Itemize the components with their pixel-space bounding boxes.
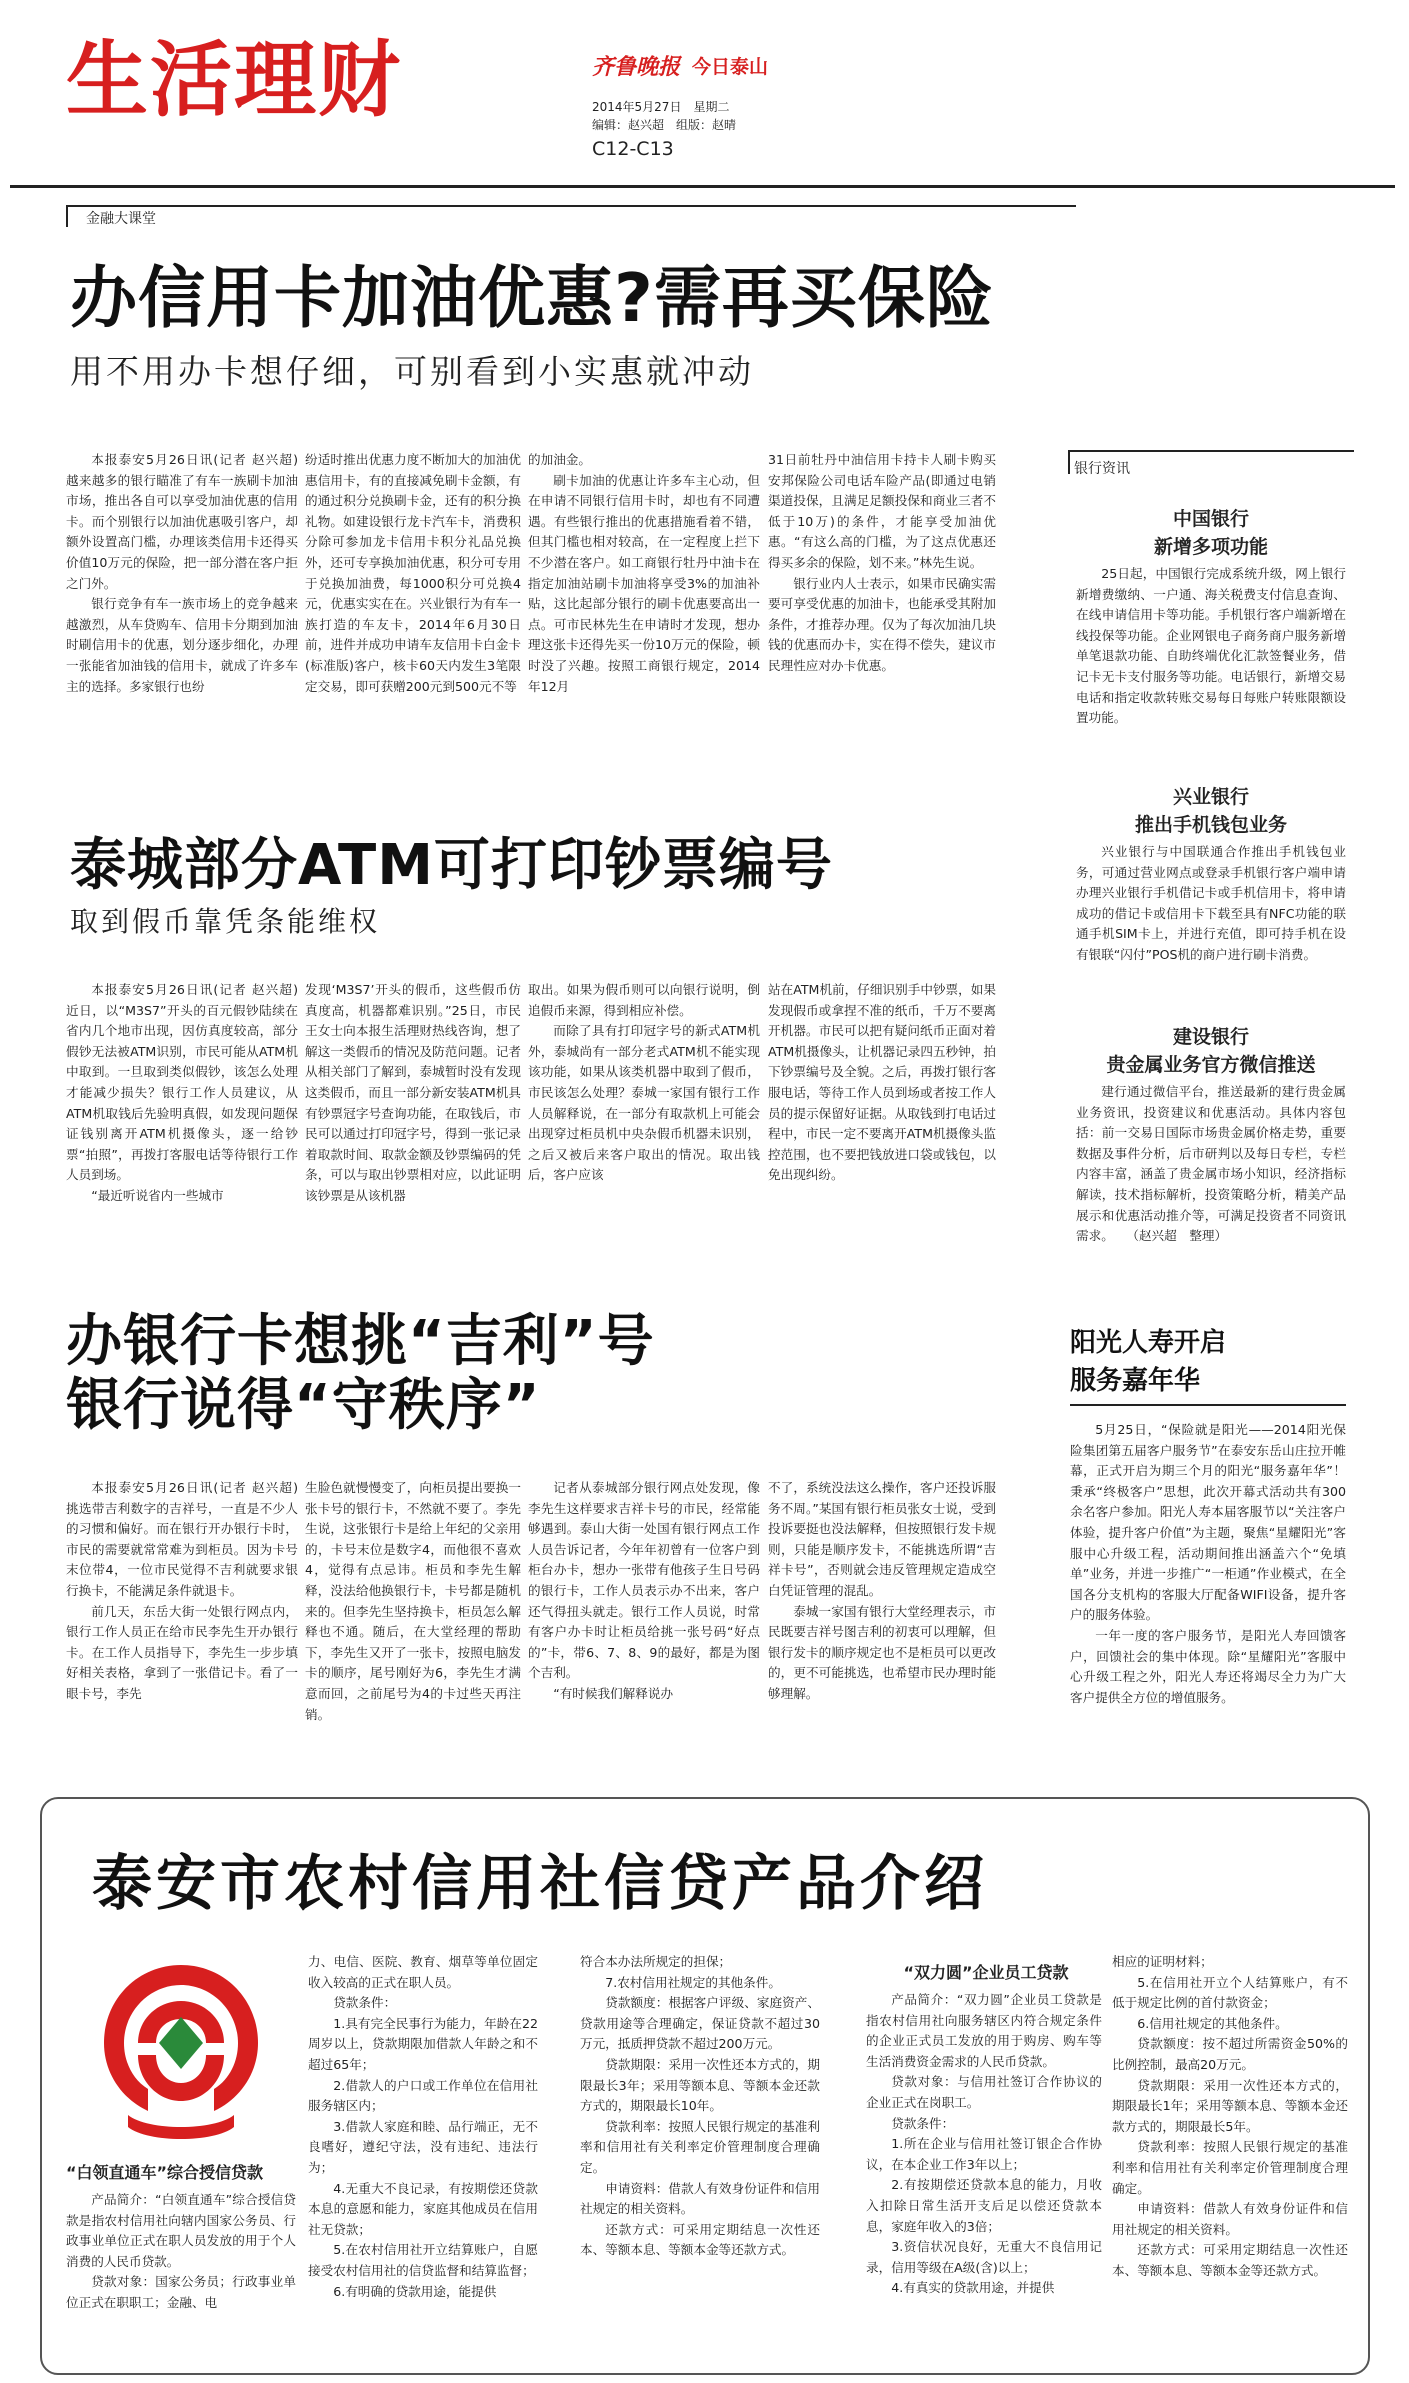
paragraph: 贷款对象：国家公务员；行政事业单位正式在职职工；金融、电 xyxy=(66,2274,296,2310)
sidebar-item-subtitle: 新增多项功能 xyxy=(1153,536,1268,558)
sidebar-item-subtitle: 推出手机钱包业务 xyxy=(1134,814,1287,836)
paragraph: 1.所在企业与信用社签订银企合作协议，在本企业工作3年以上； xyxy=(866,2136,1102,2172)
bottom-col2 xyxy=(308,1952,538,2370)
paragraph: 发现‘M3S7’开头的假币，这些假币仿真度高，机器都难识别。”25日，市民王女士向本报生活理财热线咨询，想了解这一类假币的情况及防范问题。记者从相关部门了解到，泰城暂时没有发现这类假币，而且一部分新安装ATM机具有钞票冠字号查询功能，在取钱后，市民可以通过打印冠字号，得到一张记录着取款时间、取款金额及钞票编码的凭条，可以与取出钞票相对应，以此证明该钞票是从该机器 xyxy=(305,982,521,1203)
ad-title: 阳光人寿开启 xyxy=(1070,1328,1227,1358)
sidebar-item-title: 中国银行 xyxy=(1172,508,1249,530)
paragraph: 申请资料：借款人有效身份证件和信用社规定的相关资料。 xyxy=(1112,2201,1348,2237)
article2-title: 泰城部分ATM可打印钞票编号 xyxy=(70,833,833,898)
paragraph: 贷款额度：按不超过所需资金50%的比例控制，最高20万元。 xyxy=(1112,2036,1348,2072)
paragraph: 3.借款人家庭和睦、品行端正，无不良嗜好，遵纪守法，没有违纪、违法行为； xyxy=(308,2118,538,2175)
paragraph: 6.信用社规定的其他条件。 xyxy=(1137,2015,1288,2031)
credit-coop-logo xyxy=(78,1955,284,2145)
sidebar-tag: 银行资讯 xyxy=(1074,461,1130,477)
article2-subtitle: 取到假币靠凭条能维权 xyxy=(70,905,381,938)
article2-col4 xyxy=(768,980,996,1316)
bottom-col1 xyxy=(66,2190,296,2368)
paragraph: 2.有按期偿还贷款本息的能力，月收入扣除日常生活开支后足以偿还贷款本息，家庭年收入的3倍； xyxy=(866,2177,1102,2234)
paragraph: 贷款条件： xyxy=(333,1995,397,2011)
article3-col1 xyxy=(66,1478,298,1778)
paragraph: 3.资信状况良好，无重大不良信用记录，信用等级在A级(含)以上； xyxy=(866,2239,1102,2275)
page-range: C12-C13 xyxy=(592,138,674,160)
article2-col3 xyxy=(528,980,760,1316)
paragraph: 一年一度的客户服务节，是阳光人寿回馈客户，回馈社会的集中体现。除“星耀阳光”客服中心升级工程之外，阳光人寿还将竭尽全力为广大客户提供全方位的增值服务。 xyxy=(1070,1627,1346,1705)
paragraph: 贷款期限：采用一次性还本方式的，期限最长1年；采用等额本息、等额本金还款方式的，期限最长5年。 xyxy=(1112,2077,1348,2134)
paragraph: 4.无重大不良记录，有按期偿还贷款本息的意愿和能力，家庭其他成员在信用社无贷款； xyxy=(308,2180,538,2237)
paragraph: 银行业内人士表示，如果市民确实需要可享受优惠的加油卡，也能承受其附加条件，才推荐办理。仅为了每次加油几块钱的优惠而办卡，实在得不偿失，建议市民理性应对办卡优惠。 xyxy=(768,575,996,673)
paragraph: 站在ATM机前，仔细识别手中钞票，如果发现假币或拿捏不准的纸币，千万不要离开机器。市民可以把有疑问纸币正面对着ATM机摄像头，让机器记录四五秒钟，拍下钞票编号及全貌。之后，再拨打银行客服电话，等待工作人员到场或者按工作人员的提示保留好证据。从取钱到打电话过程中，市民一定不要离开ATM机摄像头监控范围，也不要把钱放进口袋或钱包，以免出现纠纷。 xyxy=(768,982,996,1183)
paragraph: 前几天，东岳大街一处银行网点内，银行工作人员正在给市民李先生开办银行卡。在工作人员指导下，李先生一步步填好相关表格，拿到了一张借记卡。看了一眼卡号，李先 xyxy=(66,1603,298,1701)
paragraph: 生脸色就慢慢变了，向柜员提出要换一张卡号的银行卡，不然就不要了。李先生说，这张银行卡是给上年纪的父亲用的，卡号末位是数字4，而他很不喜欢4，觉得有点忌讳。柜员和李先生解释，没法给他换银行卡，卡号都是随机来的。但李先生坚持换卡，柜员怎么解释也不通。随后，在大堂经理的帮助下，李先生又开了一张卡，按照电脑发卡的顺序，尾号刚好为6，李先生才满意而回，之前尾号为4的卡过些天再注销。 xyxy=(305,1480,521,1722)
sidebar-item-title: 兴业银行 xyxy=(1172,786,1249,808)
paragraph: 贷款期限：采用一次性还本方式的，期限最长3年；采用等额本息、等额本金还款方式的，期限最长10年。 xyxy=(580,2056,820,2114)
column-tag: 金融大课堂 xyxy=(86,211,156,227)
paper-name: 齐鲁晚报 xyxy=(592,54,681,80)
editors-line: 编辑：赵兴超 组版：赵晴 xyxy=(592,118,737,132)
paragraph: 贷款对象：与信用社签订合作协议的企业正式在岗职工。 xyxy=(866,2074,1102,2110)
ad-title2: 服务嘉年华 xyxy=(1070,1366,1201,1396)
paragraph: 而除了具有打印冠字号的新式ATM机外，泰城尚有一部分老式ATM机不能实现该功能，如果从该类机器中取到了假币，市民该怎么处理？泰城一家国有银行工作人员解释说，在一部分有取款机上可能会出现穿过柜员机中央杂假币机器未识别，之后又被后来客户取出的情况。取出钱后，客户应该 xyxy=(528,1023,760,1183)
paragraph: 31日前牡丹中油信用卡持卡人刷卡购买安邦保险公司电话车险产品(即通过电销渠道投保，且满足足额投保和商业三者不低于10万)的条件，才能享受加油优惠。“有这么高的门槛，为了这点优惠还得买多余的保险，划不来。”林先生说。 xyxy=(768,452,996,570)
paragraph: 记者从泰城部分银行网点处发现，像李先生这样要求吉祥卡号的市民，经常能够遇到。泰山大街一处国有银行网点工作人员告诉记者，今年年初曾有一位客户到柜台办卡，想办一张带有他孩子生日号码的银行卡，工作人员表示办不出来，客户还气得扭头就走。银行工作人员说，时常有客户办卡时让柜员给挑一张号码“好点的”卡，带6、7、8、9的最好，都是为图个吉利。 xyxy=(528,1480,760,1681)
paragraph: 贷款条件： xyxy=(891,2115,955,2131)
article3-col3 xyxy=(528,1478,760,1778)
paragraph: 取出。如果为假币则可以向银行说明，倒追假币来源，得到相应补偿。 xyxy=(528,982,760,1018)
paragraph: 刷卡加油的优惠让许多车主心动，但在申请不同银行信用卡时，却也有不同遭遇。有些银行推出的优惠措施看着不错，但其门槛也相对较高，在一定程度上拦下不少潜在客户。如工商银行牡丹中油卡在指定加油站刷卡加油将享受3%的加油补贴，这比起部分银行的刷卡优惠要高出一点。可市民林先生在申请时才发现，想办理这张卡还得先买一份10万元的保险，顿时没了兴趣。按照工商银行规定，2014年12月 xyxy=(528,472,760,694)
paragraph: 2.借款人的户口或工作单位在信用社服务辖区内； xyxy=(308,2077,538,2114)
paragraph: 产品简介：“白领直通车”综合授信贷款是指农村信用社向辖内国家公务员、行政事业单位正式在职人员发放的用于个人消费的人民币贷款。 xyxy=(66,2192,296,2269)
date-line: 2014年5月27日 星期二 xyxy=(592,100,730,114)
paragraph: 纷适时推出优惠力度不断加大的加油优惠信用卡，有的直接减免刷卡金额，有的通过积分兑换刷卡金，还有的积分换礼物。如建设银行龙卡汽车卡，消费积分除可参加龙卡信用卡积分礼品兑换外，还可专享换加油优惠，积分可专用于兑换加油费，每1000积分可兑换4元，优惠实实在在。兴业银行为有车一族打造的车友卡，2014年6月30日前，进件并成功申请车友信用卡白金卡(标准版)客户，核卡60天内发生3笔限定交易，即可获赠200元到500元不等 xyxy=(305,452,521,694)
article1-col4 xyxy=(768,450,996,786)
paragraph: 本报泰安5月26日讯(记者 赵兴超) 越来越多的银行瞄准了有车一族刷卡加油市场，推出各自可以享受加油优惠的信用卡。而个别银行以加油优惠吸引客户，却额外设置高门槛，办理该类信用卡还得买价值10万元的保险，把一部分潜在客户拒之门外。 xyxy=(66,452,298,591)
paragraph: 7.农村信用社规定的其他条件。 xyxy=(605,1974,781,1990)
masthead-rule xyxy=(10,185,1395,188)
paragraph: 泰城一家国有银行大堂经理表示，市民既要吉祥号图吉利的初衷可以理解，但银行发卡的顺序规定也不是柜员可以更改的，更不可能挑选，也希望市民办理时能够理解。 xyxy=(768,1603,996,1701)
sidebar-item-subtitle: 贵金属业务官方微信推送 xyxy=(1106,1054,1316,1076)
paragraph: 还款方式：可采用定期结息一次性还本、等额本息、等额本金等还款方式。 xyxy=(1112,2242,1348,2278)
ad-body xyxy=(1070,1420,1346,1790)
sidebar-item-body xyxy=(1076,564,1346,774)
article1-col1 xyxy=(66,450,298,786)
article3-col4 xyxy=(768,1478,996,1778)
sidebar-item-title: 建设银行 xyxy=(1172,1026,1249,1048)
paragraph: 的加油金。 xyxy=(528,452,591,467)
product1-title: “白领直通车”综合授信贷款 xyxy=(66,2163,264,2182)
article1-subtitle: 用不用办卡想仔细，可别看到小实惠就冲动 xyxy=(70,352,754,391)
paragraph: 力、电信、医院、教育、烟草等单位固定收入较高的正式在职人员。 xyxy=(308,1954,538,1990)
bottom-col4 xyxy=(866,1990,1102,2370)
paragraph: 符合本办法所规定的担保； xyxy=(580,1954,732,1969)
paragraph: 1.具有完全民事行为能力，年龄在22周岁以上，贷款期限加借款人年龄之和不超过65年； xyxy=(308,2015,538,2072)
bottom-col5 xyxy=(1112,1952,1348,2370)
paragraph: 25日起，中国银行完成系统升级，网上银行新增费缴纳、一户通、海关税费支付信息查询、在线申请信用卡等功能。手机银行客户端新增在线投保等功能。企业网银电子商务商户服务新增单笔退款功能、自助终端优化汇款签餐业务，借记卡无卡支付服务等功能。电话银行，新增交易电话和指定收款转账交易每日每账户转账限额设置功能。 xyxy=(1076,566,1346,726)
sidebar-item-body xyxy=(1076,1082,1346,1292)
paragraph: “有时候我们解释说办 xyxy=(553,1685,674,1701)
paragraph: 贷款额度：根据客户评级、家庭资产、贷款用途等合理确定，保证贷款不超过30万元，抵质押贷款不超过200万元。 xyxy=(580,1995,820,2052)
article3-title-line1: 办银行卡想挑“吉利”号 xyxy=(66,1309,655,1374)
bottom-title: 泰安市农村信用社信贷产品介绍 xyxy=(92,1849,988,1919)
paragraph: “最近听说省内一些城市 xyxy=(91,1187,224,1203)
paragraph: 贷款利率：按照人民银行规定的基准利率和信用社有关利率定价管理制度合理确定。 xyxy=(580,2118,820,2175)
paragraph: 5月25日，“保险就是阳光——2014阳光保险集团第五届客户服务节”在泰安东岳山庄拉开帷幕，正式开启为期三个月的阳光“服务嘉年华”！秉承“终极客户”思想，此次开幕式活动共有300余名客户参加。阳光人寿本届客服节以“关注客户体验，提升客户价值”为主题，聚焦“星耀阳光”客服中心升级工程，活动期间推出涵盖六个“免填单”业务，并进一步推广“一柜通”作业模式，在全国各分支机构的客服大厅配备WIFI设备，提升客户的服务体验。 xyxy=(1070,1422,1346,1623)
paragraph: 兴业银行与中国联通合作推出手机钱包业务，可通过营业网点或登录手机银行客户端申请办理兴业银行手机借记卡或手机信用卡，将申请成功的借记卡或信用卡下载至具有NFC功能的联通手机SIM卡上，并进行充值，即可持手机在设有银联“闪付”POS机的商户进行刷卡消费。 xyxy=(1076,844,1346,962)
article2-col1 xyxy=(66,980,298,1316)
paragraph: 银行竞争有车一族市场上的竞争越来越激烈，从车贷购车、信用卡分期到加油时刷信用卡的优惠，划分逐步细化，办理一张能省加油钱的信用卡，就成了许多车主的选择。多家银行也纷 xyxy=(66,596,298,694)
paragraph: 建行通过微信平台，推送最新的建行贵金属业务资讯，投资建议和优惠活动。具体内容包括：前一交易日国际市场贵金属价格走势，重要数据及事件分析，后市研判以及每日专栏，专栏内容丰富，涵盖了贵金属市场小知识，经济指标解读，技术指标解析，投资策略分析，精美产品展示和优惠活动推介等，可满足投资者不同资讯需求。 （赵兴超 整理） xyxy=(1076,1084,1346,1244)
edition-name: 今日泰山 xyxy=(692,56,769,78)
paragraph: 相应的证明材料； xyxy=(1112,1954,1213,1969)
article2-col2 xyxy=(305,980,521,1316)
paragraph: 产品简介：“双力圆”企业员工贷款是指农村信用社向服务辖区内符合规定条件的企业正式员工发放的用于购房、购车等生活消费资金需求的人民币贷款。 xyxy=(866,1992,1102,2069)
bottom-col3 xyxy=(580,1952,820,2370)
paragraph: 5.在信用社开立个人结算账户，有不低于规定比例的首付款资金； xyxy=(1112,1974,1348,2011)
article1-col3 xyxy=(528,450,760,786)
paragraph: 申请资料：借款人有效身份证件和信用社规定的相关资料。 xyxy=(580,2180,820,2217)
ad-rule xyxy=(1070,1404,1346,1406)
paragraph: 不了，系统没法这么操作，客户还投诉服务不周。”某国有银行柜员张女士说，受到投诉要挺也没法解释，但按照银行发卡规则，只能是顺序发卡，不能挑选所谓“吉祥卡号”，否则就会违反管理规定造成空白凭证管理的混乱。 xyxy=(768,1480,996,1598)
sidebar-item-body xyxy=(1076,842,1346,1022)
paragraph: 本报泰安5月26日讯(记者 赵兴超) 挑选带吉利数字的吉祥号，一直是不少人的习惯和偏好。而在银行开办银行卡时，市民的需要就常常难为到柜员。因为卡号末位带4，一位市民觉得不吉利就要求银行换卡，不能满足条件就退卡。 xyxy=(66,1480,298,1598)
article3-title-line2: 银行说得“守秩序” xyxy=(66,1373,541,1438)
article3-col2 xyxy=(305,1478,521,1778)
sidebar-rule xyxy=(1068,450,1354,452)
sidebar-tag-line xyxy=(1068,452,1070,474)
paragraph: 5.在农村信用社开立结算账户，自愿接受农村信用社的信贷监督和结算监督； xyxy=(308,2242,538,2278)
article1-title: 办信用卡加油优惠?需再买保险 xyxy=(70,259,994,337)
masthead-title: 生活理财 xyxy=(66,32,403,128)
paragraph: 本报泰安5月26日讯(记者 赵兴超) 近日，以“M3S7”开头的百元假钞陆续在省内几个地市出现，因仿真度较高，部分假钞无法被ATM识别，市民可能从ATM机中取到。一旦取到类似假钞，该怎么处理才能减少损失？银行工作人员建议，从ATM机取钱后先验明真假，如发现问题保证钱别离开ATM机摄像头，逐一给钞票“拍照”，再拨打客服电话等待银行工作人员到场。 xyxy=(66,982,298,1183)
product2-title: “双力圆”企业员工贷款 xyxy=(903,1963,1069,1982)
paragraph: 贷款利率：按照人民银行规定的基准利率和信用社有关利率定价管理制度合理确定。 xyxy=(1112,2139,1348,2196)
paragraph: 6.有明确的贷款用途，能提供 xyxy=(333,2283,497,2299)
article1-col2 xyxy=(305,450,521,786)
column-tag-box xyxy=(66,205,1076,227)
paragraph: 还款方式：可采用定期结息一次性还本、等额本息、等额本金等还款方式。 xyxy=(580,2221,820,2258)
paragraph: 4.有真实的贷款用途，并提供 xyxy=(891,2280,1055,2296)
